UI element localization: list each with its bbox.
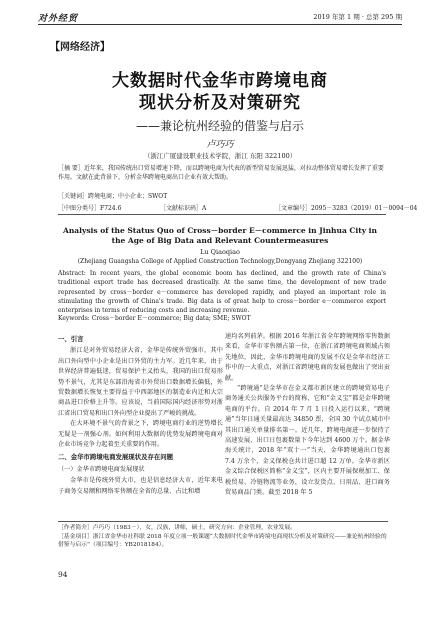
journal-logo: 对外经贸: [38, 14, 79, 24]
issue-info: 2019 年第 1 期 · 总第 295 期: [313, 13, 402, 21]
heading-section-2-1: （一）金华市跨境电商发展现状: [58, 465, 145, 473]
paragraph: 金华市是传统外贸大市，也是信息经济大市，近年来电子商务交易额和网络零售额在全省的总量、占比和增: [58, 477, 223, 495]
body-right-column: [225, 332, 390, 499]
footnote-author: ［作者简介］卢巧巧（1983－），女，汉族，讲师，硕士，研究方向：企业管理，农业发展。: [58, 525, 296, 531]
english-title-line-2: the Age of Big Data and Relevant Countermeasures: [111, 236, 329, 245]
english-keywords: Keywords: Cross－border E－commerce; Big data; SME; SWOT: [58, 315, 251, 322]
affiliation: （浙江广厦建设职业技术学院，浙江 东阳 322100）: [143, 152, 297, 160]
english-title-line-1: Analysis of the Status Quo of Cross－border E－commerce in Jinhua City in: [63, 226, 377, 235]
footnote-rule: [58, 521, 388, 522]
header-rule: [38, 24, 402, 25]
paragraph: 浙江是对外贸易经济大省，金华是传统外贸强市，其中出口外向型中小企业是出口外贸的主力军。近几年来，由于世界经济普遍低迷，贸易保护主义抬头，我国的出口贸易形势不景气，尤其是东部沿海省市外贸出口数据增长偏低，外贸数据增长恢复主要得益于中西部地区的制造业内迁和大宗商品进口价格上升等。应该说，当前国际国内经济形势对浙江省出口贸易和出口外向型企业提出了严峻的挑战。: [58, 347, 223, 417]
heading-section-2: 二、金华市跨境电商发展现状及存在问题: [58, 453, 174, 462]
body-left-column: [58, 332, 223, 497]
section-tag: 【网络经济】: [50, 42, 110, 53]
author: 卢巧巧: [206, 140, 234, 150]
paragraph: “跨境通”是金华市在金义都市新区建立的跨境贸易电子商务通关公共服务平台的简称，它和“金义宝”都是金华跨境电商的平台。自 2014 年 7 月 1 日投入运行以来，“跨境通”当年日通关量最高达 34850 票，全国 30 个试点城市中其出口通关单量排名第一。近几年，跨境电商进一步保持了高速发展，出口日包裹数量下今年达到 4600 万个。据金华海关统计，2018 年“双十一”当天，金华跨境通出口包裹 7.4 万余个，金义保税仓共计进口超 12 万单。金华市新区金义综合保税区简称“金义宝”，区内主要开展保税加工、保税贸易、冷链物流等业务，设立发货点、日用品、进口商务贸易商品门类。截至 2018 年 5: [225, 385, 390, 497]
paragraph: 在大环境不景气的背景之下，跨境电商行业的逆势增长无疑是一剂强心剂。如何利用大数据的优势发展跨境电商对企业市场竞争力起着至关重要的作用。: [58, 420, 223, 449]
heading-introduction: 一、引言: [58, 335, 84, 343]
footnote-fund: ［基金项目］浙江省金华市社科联 2018 年度立项一般课题“大数据时代金华市跨境电商现状分析及对策研究——兼论杭州经验的借鉴与启示”（项目编号：YB2018184）。: [58, 534, 387, 549]
keywords-cn: ［关键词］跨境电商；中小企业；SWOT: [58, 193, 168, 200]
document-code: ［文献标识码］A: [160, 205, 207, 212]
english-abstract: Abstract: In recent years, the global economic boom has declined, and the growth rate of China's traditional export trade has decreased drastically. At the same time, the development of new trade represented by cross－border e－commerce has developed rapidly, and played an important role in stimulating the growth of China's trade. Big data is of great help to cross－border e－commerce export enterprises in terms of reducing costs and increasing revenue.: [58, 270, 386, 315]
english-author: Lu Qiaoqiao: [200, 248, 240, 256]
paragraph: 速均名列前茅。根据 2016 年浙江省全年跨境网络零售数据来看，金华市零售额占第一位，在浙江省跨境电商领域占领先地位，因此，金华市跨境电商的发展不仅是金华市经济工作中的一大重点，对浙江省跨境电商的发展也做出了突出贡献。: [225, 333, 390, 382]
title-line-1: 大数据时代金华市跨境电商: [112, 71, 328, 91]
clc-number: ［中图分类号］F724.6: [58, 205, 122, 212]
divider: [58, 214, 386, 215]
article-number: ［文章编号］2095－3283（2019）01－0094－04: [275, 205, 418, 212]
running-header: [0, 0, 440, 30]
page-number: 94: [58, 570, 68, 579]
title-line-2: 现状分析及对策研究: [139, 93, 301, 113]
english-affiliation: (Zhejiang Guangsha College of Applied Construction Technology,Dongyang Zhejiang 322100): [77, 258, 363, 265]
subtitle: ——兼论杭州经验的借鉴与启示: [135, 119, 304, 133]
abstract-cn: ［摘 要］近年来，我国传统出口贸易增速下降，而以跨境电商为代表的新型贸易发展迅猛，对拉动整体贸易增长发挥了重要作用。文献在此背景下，分析金华跨境电商出口企业有效大帮助。: [58, 165, 384, 181]
